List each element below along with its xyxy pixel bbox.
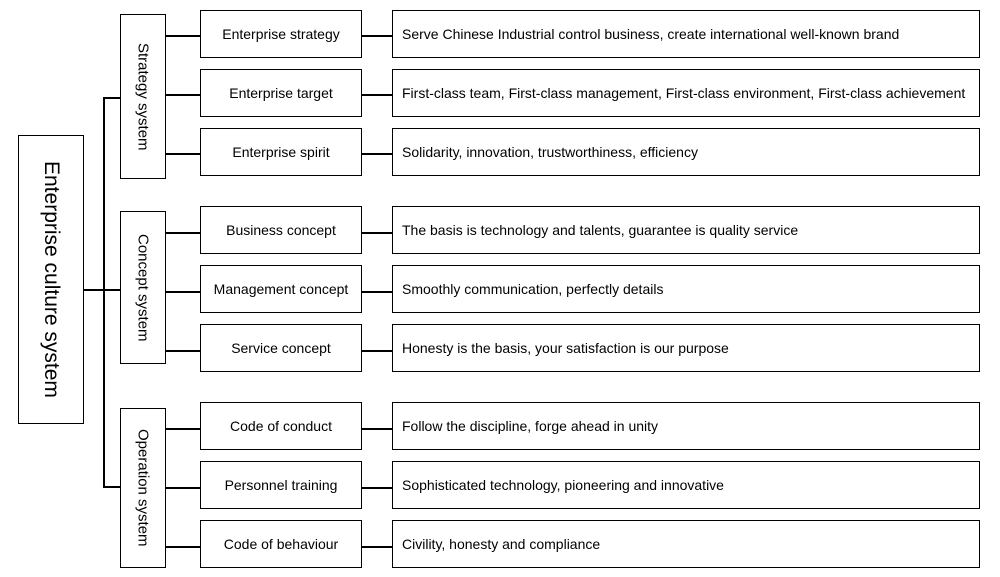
description-text: Honesty is the basis, your satisfaction is our purpose	[402, 340, 729, 356]
item-connector	[166, 291, 200, 293]
item-node	[200, 128, 362, 176]
root-node	[18, 135, 84, 424]
item-connector	[166, 153, 200, 155]
item-node	[200, 324, 362, 372]
description-node	[392, 206, 980, 254]
item-label: Code of conduct	[230, 418, 332, 434]
description-text: Sophisticated technology, pioneering and innovative	[402, 477, 724, 493]
item-label: Code of behaviour	[223, 536, 339, 552]
description-node	[392, 10, 980, 58]
description-node	[392, 265, 980, 313]
description-node	[392, 402, 980, 450]
system-label: Operation system	[134, 429, 152, 547]
desc-connector	[362, 291, 392, 293]
system-label: Concept system	[134, 233, 152, 342]
desc-connector	[362, 153, 392, 155]
desc-connector	[362, 350, 392, 352]
system-node-concept	[120, 211, 166, 364]
description-text: Civility, honesty and compliance	[402, 536, 601, 552]
desc-connector	[362, 232, 392, 234]
system-node-strategy	[120, 14, 166, 179]
description-text: Solidarity, innovation, trustworthiness, efficiency	[402, 144, 698, 160]
trunk-connector	[103, 97, 105, 487]
item-label: Enterprise target	[229, 85, 333, 101]
item-connector	[166, 35, 200, 37]
item-node	[200, 461, 362, 509]
item-connector	[166, 232, 200, 234]
item-label: Personnel training	[224, 477, 338, 493]
description-node	[392, 69, 980, 117]
item-label: Service concept	[231, 340, 331, 356]
item-connector	[166, 428, 200, 430]
description-text: First-class team, First-class management, First-class environment, First-class achievement	[402, 85, 966, 101]
desc-connector	[362, 35, 392, 37]
description-node	[392, 128, 980, 176]
description-node	[392, 520, 980, 568]
description-text: Serve Chinese Industrial control business, create international well-known brand	[402, 26, 900, 42]
desc-connector	[362, 487, 392, 489]
item-connector	[166, 94, 200, 96]
item-node	[200, 10, 362, 58]
desc-connector	[362, 546, 392, 548]
item-node	[200, 402, 362, 450]
item-connector	[166, 487, 200, 489]
desc-connector	[362, 94, 392, 96]
description-node	[392, 324, 980, 372]
item-label: Enterprise strategy	[222, 26, 340, 42]
item-node	[200, 69, 362, 117]
description-text: The basis is technology and talents, guarantee is quality service	[402, 222, 799, 238]
root-label: Enterprise culture system	[40, 161, 63, 398]
desc-connector	[362, 428, 392, 430]
root-connector	[84, 289, 104, 291]
description-text: Follow the discipline, forge ahead in unity	[402, 418, 659, 434]
concept-system-connector	[103, 289, 120, 291]
operation-system-connector	[103, 486, 120, 488]
system-label: Strategy system	[134, 42, 152, 151]
item-label: Management concept	[213, 281, 349, 297]
description-node	[392, 461, 980, 509]
item-connector	[166, 546, 200, 548]
item-label: Business concept	[226, 222, 336, 238]
strategy-system-connector	[103, 97, 120, 99]
item-connector	[166, 350, 200, 352]
item-label: Enterprise spirit	[232, 144, 330, 160]
item-node	[200, 520, 362, 568]
item-node	[200, 206, 362, 254]
system-node-operation	[120, 408, 166, 568]
description-text: Smoothly communication, perfectly details	[402, 281, 664, 297]
item-node	[200, 265, 362, 313]
